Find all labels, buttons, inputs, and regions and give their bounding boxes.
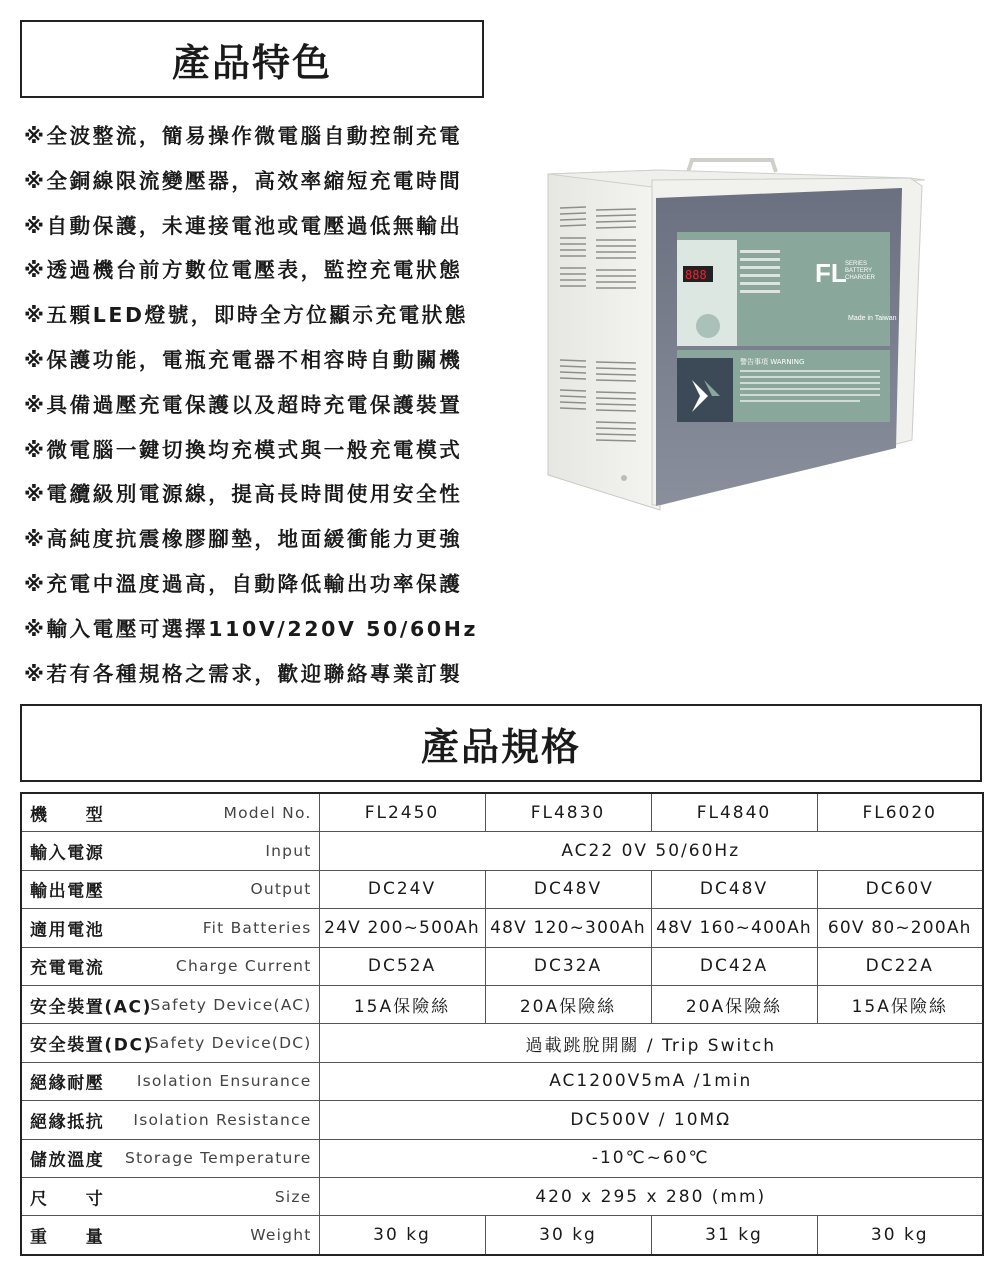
spec-row-size xyxy=(21,1177,983,1215)
label-zh: 適用電池 xyxy=(30,920,105,941)
cell: 15A保險絲 xyxy=(817,985,983,1023)
feature-item: ※輸入電壓可選擇110V/220V 50/60Hz xyxy=(24,616,478,641)
warning-text: 警告事項 WARNING xyxy=(740,358,805,366)
cell: 30 kg xyxy=(319,1216,485,1255)
label-zh: 輸入電源 xyxy=(30,843,105,864)
spec-table xyxy=(20,792,984,1256)
battery-text: BATTERY xyxy=(845,268,873,274)
brand-text: FL xyxy=(815,258,847,288)
cell: FL6020 xyxy=(817,793,983,832)
cell: DC52A xyxy=(319,947,485,985)
spec-row-safety-ac xyxy=(21,985,983,1023)
label-zh: 機 型 xyxy=(30,805,105,826)
label-zh: 輸出電壓 xyxy=(30,881,105,902)
cell: DC22A xyxy=(817,947,983,985)
spec-row-resistance xyxy=(21,1101,983,1139)
feature-item: ※全波整流，簡易操作微電腦自動控制充電 xyxy=(24,124,463,148)
label-zh: 儲放溫度 xyxy=(30,1150,105,1171)
label-en: Isolation Ensurance xyxy=(136,1072,312,1091)
spec-row-output xyxy=(21,870,983,908)
spec-row-storage xyxy=(21,1139,983,1177)
spec-row-input xyxy=(21,832,983,870)
cell: DC24V xyxy=(319,870,485,908)
cell: -10℃~60℃ xyxy=(319,1139,983,1177)
cell: 20A保險絲 xyxy=(651,985,817,1023)
label-zh: 充電電流 xyxy=(30,958,105,979)
cell: AC22 0V 50/60Hz xyxy=(319,832,983,870)
cell: 60V 80~200Ah xyxy=(817,909,983,947)
label-zh: 安全裝置(DC) xyxy=(30,1035,153,1056)
cell: 過載跳脫開關 / Trip Switch xyxy=(319,1024,983,1062)
feature-item: ※具備過壓充電保護以及超時充電保護裝置 xyxy=(24,392,463,417)
label-en: Safety Device(AC) xyxy=(150,995,312,1014)
digital-display: 888 xyxy=(685,268,707,282)
charger-text: CHARGER xyxy=(845,275,876,281)
feature-item: ※自動保護，未連接電池或電壓過低無輸出 xyxy=(24,213,463,238)
label-en: Charge Current xyxy=(175,957,312,976)
cell: 20A保險絲 xyxy=(485,985,651,1023)
cell: AC1200V5mA /1min xyxy=(319,1062,983,1100)
cell: 24V 200~500Ah xyxy=(319,909,485,947)
feature-item: ※微電腦一鍵切換均充模式與一般充電模式 xyxy=(24,437,463,462)
cell: DC48V xyxy=(651,870,817,908)
label-zh: 安全裝置(AC) xyxy=(30,997,152,1018)
label-zh: 絕緣耐壓 xyxy=(30,1073,105,1094)
label-en: Fit Batteries xyxy=(202,918,312,937)
label-en: Safety Device(DC) xyxy=(148,1034,312,1053)
cell: 15A保險絲 xyxy=(319,985,485,1023)
made-in-text: Made in Taiwan xyxy=(848,315,897,322)
label-en: Output xyxy=(250,880,312,899)
spec-row-safety-dc xyxy=(21,1024,983,1062)
feature-item: ※電纜級別電源線，提高長時間使用安全性 xyxy=(24,482,463,507)
cell: FL4840 xyxy=(651,793,817,832)
cell: DC60V xyxy=(817,870,983,908)
spec-row-insulation xyxy=(21,1062,983,1100)
spec-title: 產品規格 xyxy=(20,704,982,782)
cell: 30 kg xyxy=(485,1216,651,1255)
cell: DC32A xyxy=(485,947,651,985)
label-zh: 重 量 xyxy=(30,1227,105,1248)
feature-item: ※全銅線限流變壓器，高效率縮短充電時間 xyxy=(24,168,463,193)
spec-row-batteries xyxy=(21,909,983,947)
features-title: 產品特色 xyxy=(20,20,484,98)
spec-row-model xyxy=(21,793,983,832)
label-zh: 尺 寸 xyxy=(30,1189,105,1210)
cell: 420 x 295 x 280 (mm) xyxy=(319,1177,983,1215)
features-list xyxy=(24,114,478,696)
cell: DC500V / 10MΩ xyxy=(319,1101,983,1139)
label-en: Input xyxy=(265,842,312,861)
label-en: Isolation Resistance xyxy=(133,1110,312,1129)
series-text: SERIES xyxy=(845,261,868,267)
cell: DC42A xyxy=(651,947,817,985)
label-en: Model No. xyxy=(223,803,312,822)
cell: DC48V xyxy=(485,870,651,908)
feature-item: ※充電中溫度過高，自動降低輸出功率保護 xyxy=(24,571,463,596)
feature-item: ※五顆LED燈號，即時全方位顯示充電狀態 xyxy=(24,303,469,328)
label-zh: 絕緣抵抗 xyxy=(30,1112,105,1133)
cell: 48V 160~400Ah xyxy=(651,909,817,947)
cell: FL4830 xyxy=(485,793,651,832)
cell: FL2450 xyxy=(319,793,485,832)
feature-item: ※透過機台前方數位電壓表，監控充電狀態 xyxy=(24,258,463,283)
product-image xyxy=(540,150,980,520)
label-en: Storage Temperature xyxy=(124,1149,312,1168)
spec-row-weight xyxy=(21,1216,983,1255)
cell: 31 kg xyxy=(651,1216,817,1255)
label-en: Size xyxy=(274,1187,312,1206)
feature-item: ※高純度抗震橡膠腳墊，地面緩衝能力更強 xyxy=(24,527,463,552)
feature-item: ※若有各種規格之需求，歡迎聯絡專業訂製 xyxy=(24,661,463,686)
label-en: Weight xyxy=(250,1225,312,1244)
feature-item: ※保護功能，電瓶充電器不相容時自動關機 xyxy=(24,347,463,372)
spec-row-current xyxy=(21,947,983,985)
cell: 30 kg xyxy=(817,1216,983,1255)
cell: 48V 120~300Ah xyxy=(485,909,651,947)
